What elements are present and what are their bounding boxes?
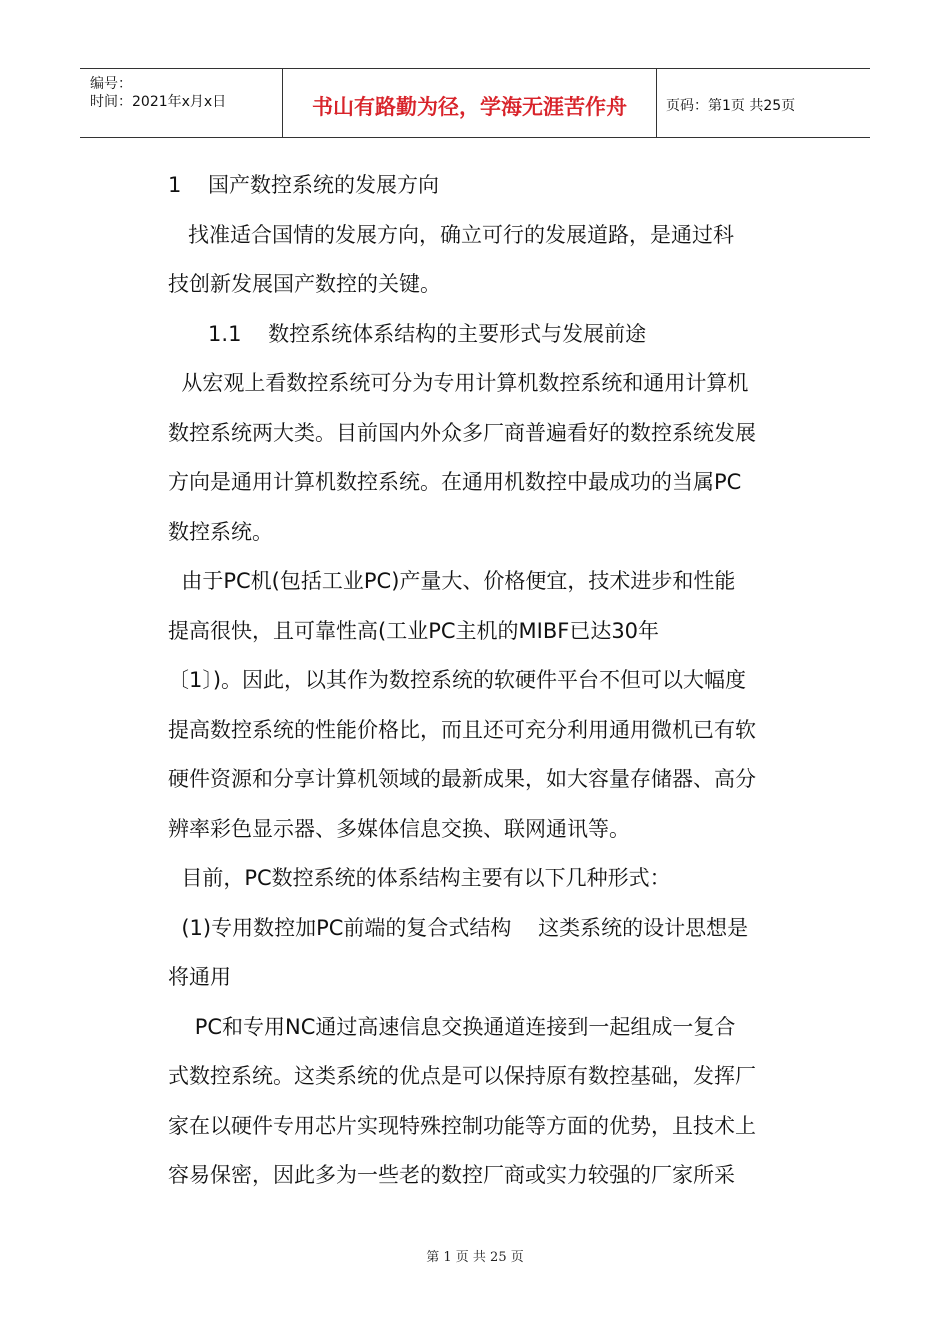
body-line: PC和专用NC通过高速信息交换通道连接到一起组成一复合	[168, 1014, 736, 1039]
header-motto-cell	[282, 69, 657, 137]
body-line: (1)专用数控加PC前端的复合式结构 这类系统的设计思想是	[168, 915, 749, 940]
body-line: 1.1 数控系统体系结构的主要形式与发展前途	[168, 321, 647, 346]
body-line: 找准适合国情的发展方向，确立可行的发展道路，是通过科	[168, 222, 735, 247]
page-info-text: 页码：第1页 共25页	[666, 98, 796, 114]
body-line: 方向是通用计算机数控系统。在通用机数控中最成功的当属PC	[168, 470, 742, 494]
body-line: 1 国产数控系统的发展方向	[168, 173, 440, 197]
body-line: 技创新发展国产数控的关键。	[168, 272, 441, 296]
header-meta-cell	[80, 69, 282, 137]
body-line: 容易保密，因此多为一些老的数控厂商或实力较强的厂家所采	[168, 1163, 735, 1187]
document-time-label: 时间：2021年x月x日	[90, 94, 227, 110]
body-line: 辨率彩色显示器、多媒体信息交换、联网通讯等。	[168, 816, 630, 841]
body-line: 数控系统两大类。目前国内外众多厂商普遍看好的数控系统发展	[168, 420, 756, 445]
body-line: 〔1〕)。因此，以其作为数控系统的软硬件平台不但可以大幅度	[168, 668, 747, 692]
header-page-cell	[656, 69, 870, 137]
body-line: 式数控系统。这类系统的优点是可以保持原有数控基础，发挥厂	[168, 1064, 756, 1088]
body-line: 由于PC机(包括工业PC)产量大、价格便宜，技术进步和性能	[168, 569, 736, 593]
body-line: 提高很快，且可靠性高(工业PC主机的MIBF已达30年	[168, 618, 660, 643]
body-line: 从宏观上看数控系统可分为专用计算机数控系统和通用计算机	[168, 371, 749, 395]
body-line: 目前，PC数控系统的体系结构主要有以下几种形式：	[168, 866, 671, 890]
body-line: 硬件资源和分享计算机领域的最新成果，如大容量存储器、高分	[168, 767, 756, 791]
document-number-label: 编号：	[90, 76, 132, 92]
body-line: 数控系统。	[168, 519, 273, 544]
motto-text: 书山有路勤为径，学海无涯苦作舟	[312, 95, 627, 119]
page-footer: 第 1 页 共 25 页	[426, 1250, 524, 1265]
body-line: 家在以硬件专用芯片实现特殊控制功能等方面的优势，且技术上	[168, 1113, 756, 1138]
header-table	[80, 68, 870, 138]
body-line: 将通用	[168, 965, 231, 989]
body-line: 提高数控系统的性能价格比，而且还可充分利用通用微机已有软	[168, 717, 756, 742]
